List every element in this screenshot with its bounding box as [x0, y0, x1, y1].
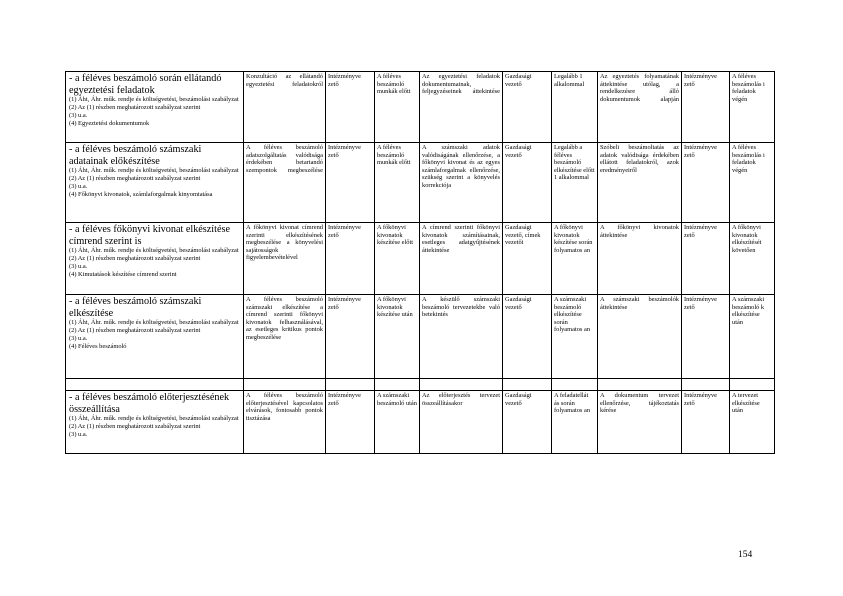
table-cell: A féléves beszámoló munkák előtt [375, 143, 420, 223]
task-title: - a féléves főkönyvi kivonat elkészítése címrend szerint is [69, 224, 230, 247]
table-cell: Intézményve zető [326, 143, 375, 223]
reference-line: (2) Az (1) részben meghatározott szabályzat szerint [69, 423, 201, 431]
table-cell: A tervezet elkészítése után [730, 391, 775, 454]
reference-line: (3) u.a. [69, 263, 88, 270]
reference-line: (2) Az (1) részben meghatározott szabályzat szerint [69, 255, 201, 263]
task-title: - a féléves beszámoló előterjesztésének összeállítása [69, 392, 230, 415]
table-cell: Intézményve zető [682, 223, 730, 295]
table-cell: A féléves beszámoló számszaki elkészítése a címrend szerinti főkönyvi kivonatok felhasználásával, az esetleges kritikus pontok megbeszélése [244, 295, 326, 379]
spacer-cell [244, 379, 326, 391]
table-row [66, 391, 775, 454]
task-cell [66, 72, 244, 143]
table-cell: Intézményve zető [326, 223, 375, 295]
table-cell: A főkönyvi kivonatok készítése során folyamatos an [552, 223, 598, 295]
control-table [65, 71, 775, 454]
reference-line: (4) Főkönyvi kivonatok, számlaforgalmak kinyomtatása [69, 190, 213, 198]
table-cell: Intézményve zető [326, 295, 375, 379]
page-number: 154 [738, 550, 753, 560]
reference-line: (1) Áht, Áhr. műk. rendje és költségvetési, beszámolási szabályzat [69, 167, 239, 175]
reference-line: (1) Áht, Áhr. műk. rendje és költségvetési, beszámolási szabályzat [69, 247, 239, 255]
table-cell: Intézményve zető [682, 295, 730, 379]
table-cell: A féléves beszámoló előterjesztésével kapcsolatos elvárások, fontosabb pontok tisztázása [244, 391, 326, 454]
table-cell: Gazdasági vezető [503, 295, 552, 379]
table-cell: Intézményve zető [682, 391, 730, 454]
spacer-cell [420, 379, 503, 391]
table-cell: Gazdasági vezető, címek vezetői [503, 223, 552, 295]
task-cell [66, 391, 244, 454]
table-row [66, 143, 775, 223]
table-cell: Intézményve zető [326, 72, 375, 143]
table-body [66, 72, 775, 454]
table-cell: A főkönyvi kivonatok készítése előtt [375, 223, 420, 295]
table-cell: Az egyeztetés folyamatának áttekintése utólag, a rendelkezésre álló dokumentumok alapján [598, 72, 682, 143]
table-cell: A számszaki beszámoló elkészítése során folyamatos an [552, 295, 598, 379]
reference-line: (2) Az (1) részben meghatározott szabályzat szerint [69, 104, 201, 112]
table-cell: A főkönyvi kivonatok elkészítését követően [730, 223, 775, 295]
table-cell: A készülő számszaki beszámoló tervezetekbe való betekintés [420, 295, 503, 379]
spacer-cell [598, 379, 682, 391]
task-title: - a féléves beszámoló számszaki elkészítése [69, 296, 202, 319]
table-row [66, 223, 775, 295]
task-cell [66, 295, 244, 379]
spacer-cell [375, 379, 420, 391]
spacer-cell [730, 379, 775, 391]
reference-line: (3) u.a. [69, 112, 88, 119]
table-cell: A számszaki beszámolók áttekintése [598, 295, 682, 379]
table-cell: A címrend szerinti főkönyvi kivonatok számításainak, esetleges adatgyűjtésének áttekintése [420, 223, 503, 295]
table-cell: A számszaki beszámoló után [375, 391, 420, 454]
reference-line: (4) Kimutatások készítése címrend szerint [69, 270, 177, 278]
reference-line: (1) Áht, Áhr. műk. rendje és költségvetési, beszámolási szabályzat [69, 96, 239, 104]
task-cell [66, 223, 244, 295]
table-cell: Intézményve zető [682, 143, 730, 223]
spacer-cell [552, 379, 598, 391]
reference-line: (4) Egyeztetési dokumentumok [69, 119, 150, 127]
table-cell: Szóbeli beszámoltatás az adatok valódisága érdekében ellátott feladatokról, azok eredményeiről [598, 143, 682, 223]
table-cell: Konzultáció az ellátandó egyeztetési feladatokról [244, 72, 326, 143]
task-title: - a féléves beszámoló során ellátandó egyeztetési feladatok [69, 73, 222, 96]
table-cell: Intézményve zető [682, 72, 730, 143]
reference-line: (3) u.a. [69, 431, 88, 438]
spacer-cell [66, 379, 244, 391]
spacer-cell [503, 379, 552, 391]
table-row [66, 72, 775, 143]
table-cell: A főkönyvi kivonatok áttekintése [598, 223, 682, 295]
reference-line: (1) Áht, Áhr. műk. rendje és költségvetési, beszámolási szabályzat [69, 415, 239, 423]
table-cell: Gazdasági vezető [503, 391, 552, 454]
table-cell: A feladatellát ás során folyamatos an [552, 391, 598, 454]
table-row [66, 295, 775, 379]
table-cell: A féléves beszámolás i feladatok végén [730, 143, 775, 223]
table-cell: Intézményve zető [326, 391, 375, 454]
table-cell: A főkönyvi kivonat címrend szerinti elkészítésének megbeszélése a könyvelési sajátosságok figyelembevételével [244, 223, 326, 295]
reference-line: (1) Áht, Áhr. műk. rendje és költségvetési, beszámolási szabályzat [69, 319, 239, 327]
reference-line: (2) Az (1) részben meghatározott szabályzat szerint [69, 175, 201, 183]
reference-line: (3) u.a. [69, 335, 88, 342]
table-cell: A dokumentum tervezet ellenőrzése, tájékoztatás kérése [598, 391, 682, 454]
table-cell: Legalább a féléves beszámoló elkészítése előtt 1 alkalommal [552, 143, 598, 223]
table-cell: A számszaki adatok valódiságának ellenőrzése, a főkönyvi kivonat és az egyes számlaforgalmak ellenőrzése, szükség szerint a könyvelés korrekciója [420, 143, 503, 223]
spacer-cell [682, 379, 730, 391]
reference-line: (2) Az (1) részben meghatározott szabályzat szerint [69, 327, 201, 335]
table-cell: Az egyeztetési feladatok dokumentumainak, feljegyzéseinek áttekintése [420, 72, 503, 143]
table-cell: A féléves beszámoló munkák előtt [375, 72, 420, 143]
table-cell: A féléves beszámoló adatszolgáltatás valódisága érdekében betartandó szempontok megbeszélése [244, 143, 326, 223]
table-cell: A féléves beszámolás i feladatok végén [730, 72, 775, 143]
task-title: - a féléves beszámoló számszaki adatainak előkészítése [69, 144, 202, 167]
reference-line: (3) u.a. [69, 183, 88, 190]
table-cell: A számszaki beszámoló k elkészítése után [730, 295, 775, 379]
reference-line: (4) Féléves beszámoló [69, 342, 127, 350]
table-cell: Gazdasági vezető [503, 143, 552, 223]
table-cell: Az előterjesztés tervezet összeállításakor [420, 391, 503, 454]
spacer-cell [326, 379, 375, 391]
table-cell: Legalább 1 alkalommal [552, 72, 598, 143]
table-cell: Gazdasági vezető [503, 72, 552, 143]
task-cell [66, 143, 244, 223]
table-cell: A főkönyvi kivonatok készítése után [375, 295, 420, 379]
spacer-row [66, 379, 775, 391]
